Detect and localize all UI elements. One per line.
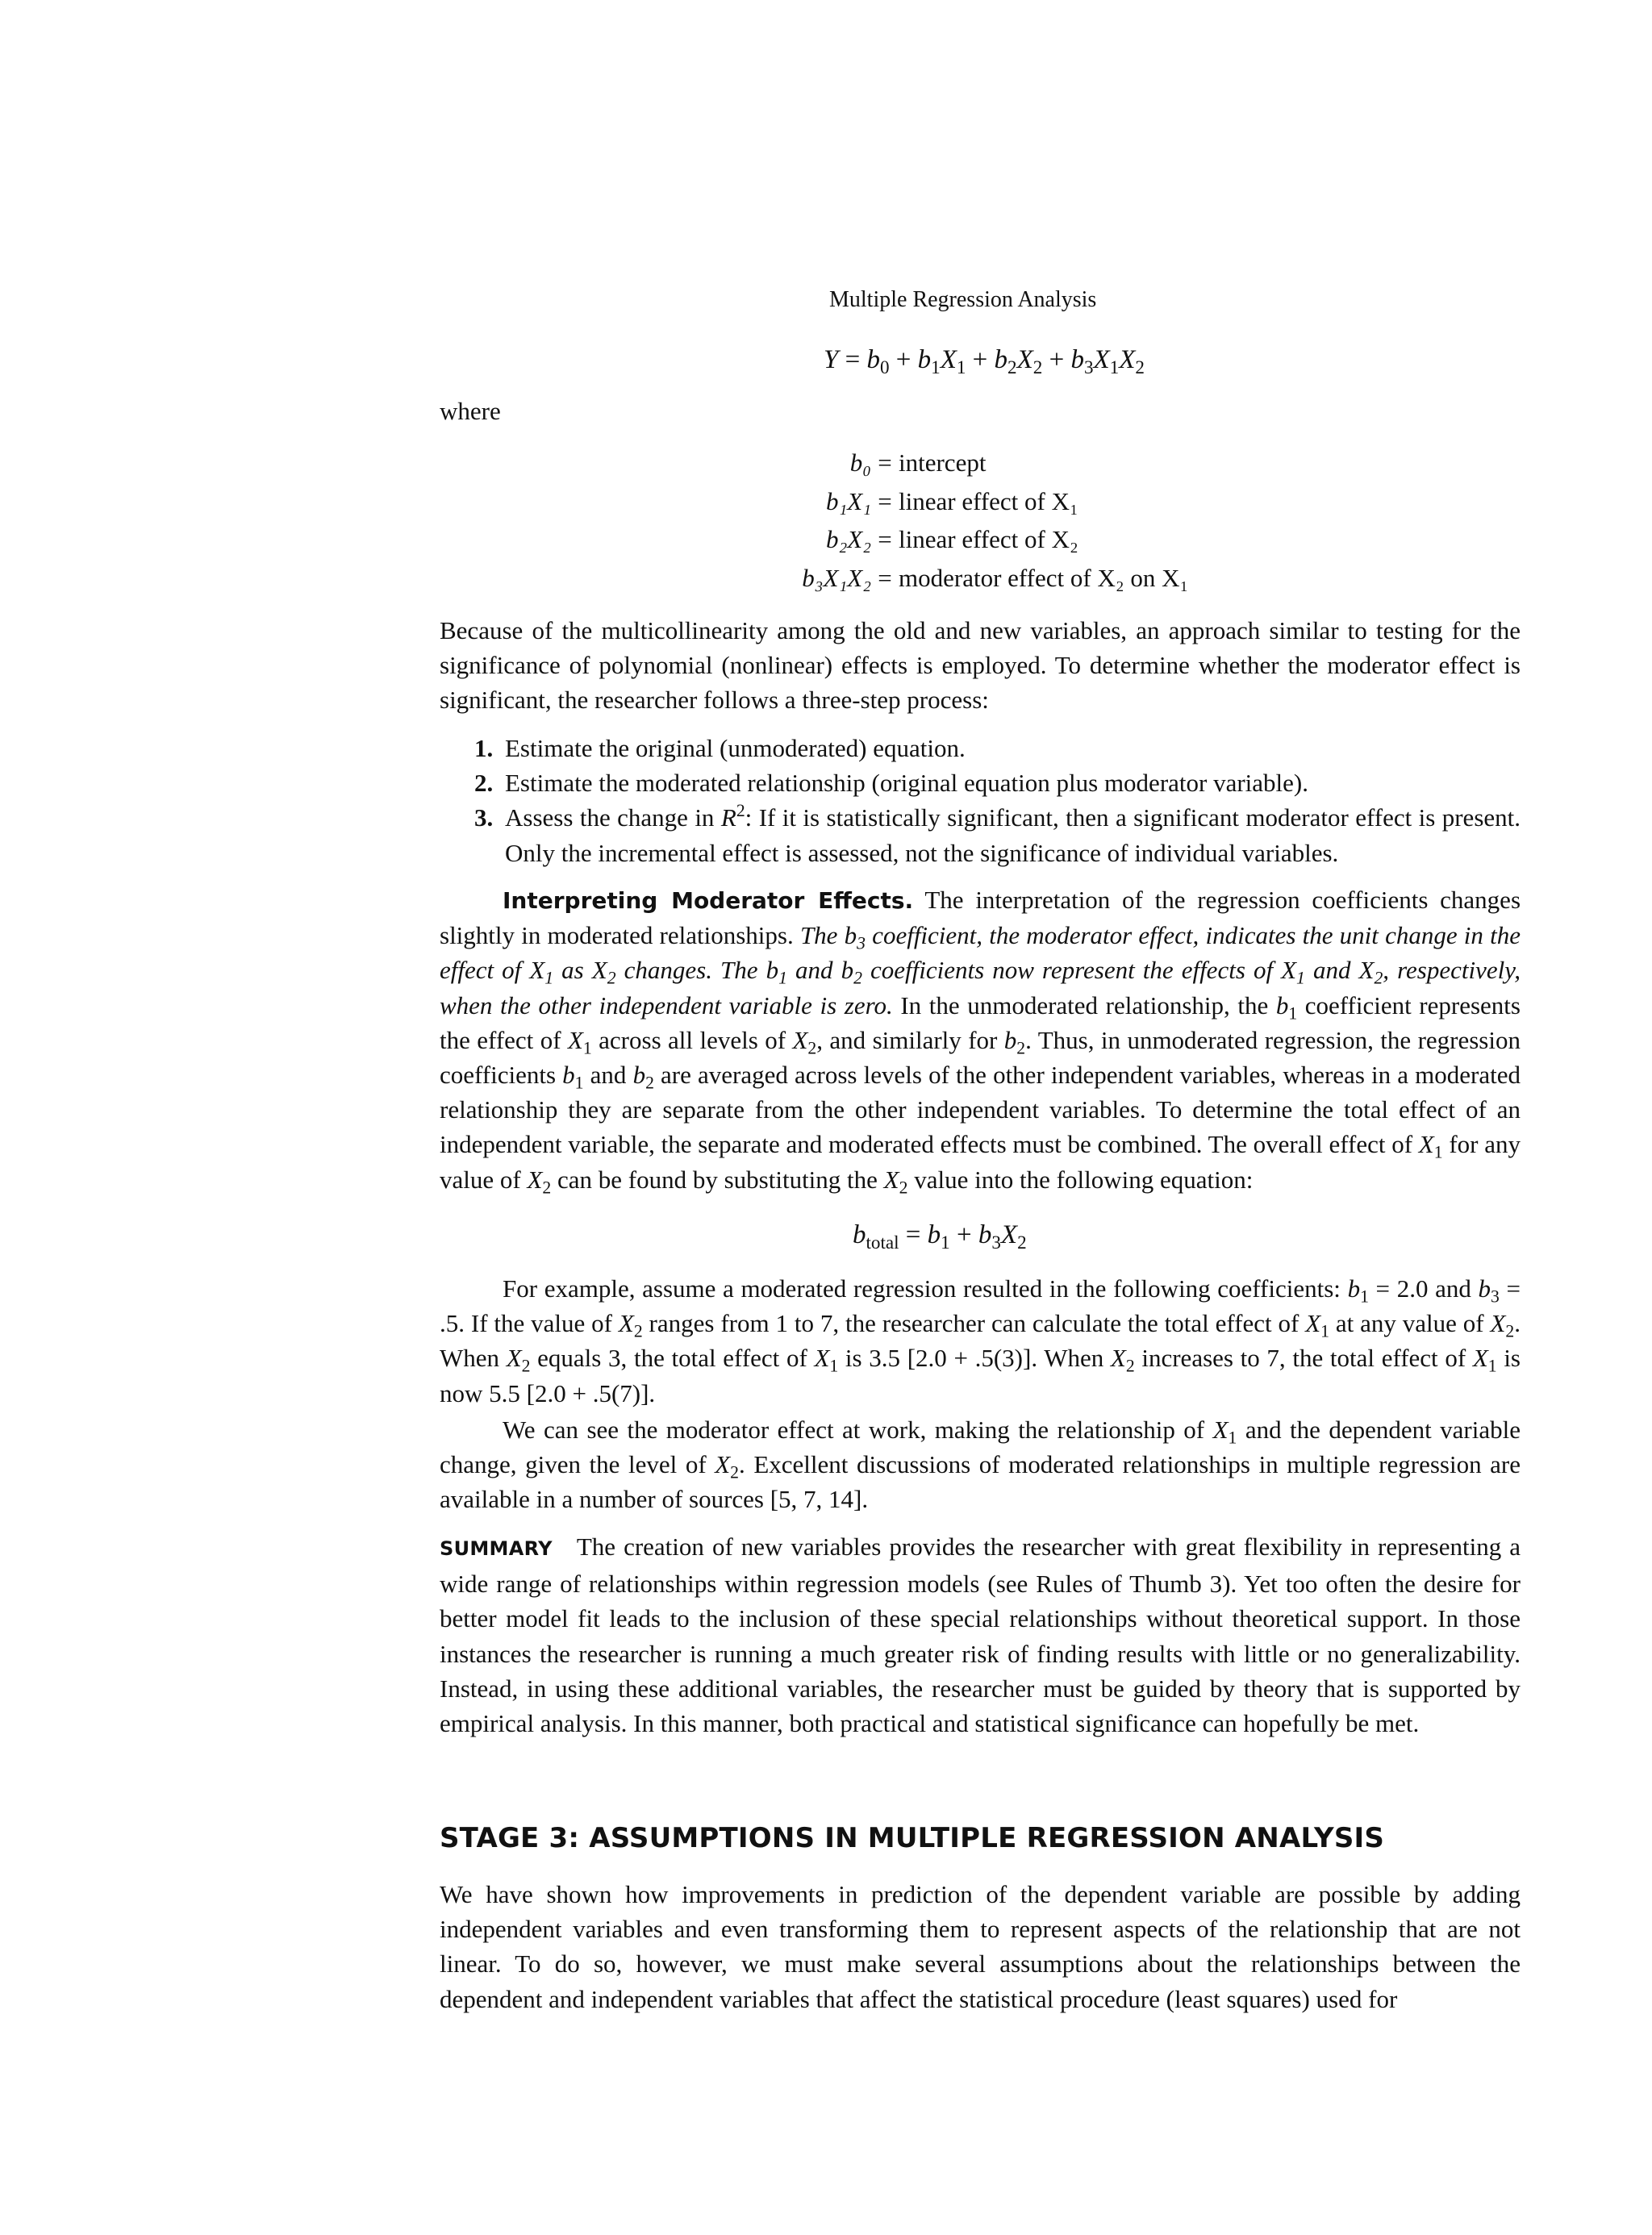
definition-term: b₂X₂ [826, 525, 871, 553]
step-item: 3. Assess the change in $R^2$: If it is statistically significant, then a significant moderator effect is present. Only the incremental effect is assessed, not the significance of individual variables. [474, 801, 1521, 867]
steps-list [440, 731, 1521, 870]
definition-list [440, 444, 1521, 597]
definition-term: b₁X₁ [826, 486, 871, 515]
definition-meaning: intercept [899, 448, 987, 477]
equals-sign: = [878, 525, 892, 553]
definition-meaning: linear effect of X₂ [899, 525, 1078, 553]
summary-paragraph: SUMMARY The creation of new variables provides the researcher with great flexibility in representing a wide range of relationships within regression models (see Rules of Thumb 3). Yet too often the desire for better model fit leads to the inclusion of these special relationships without theoretical support. In those instances the researcher is running a much greater risk of finding results with little or no generalizability. Instead, in using these additional variables, the researcher must be guided by theory that is supported by empirical analysis. In this manner, both practical and statistical significance can hopefully be met. [440, 1532, 1521, 1738]
btotal-equation: $b_{total} = b_1 + b_3X_2$ [853, 1220, 1027, 1253]
equals-sign: = [878, 448, 892, 477]
equals-sign: = [878, 563, 892, 592]
definition-row [440, 444, 1521, 482]
definition-meaning: linear effect of X₁ [899, 486, 1078, 515]
definition-row [440, 482, 1521, 521]
definition-term: b₀ [849, 448, 871, 477]
example-paragraph: For example, assume a moderated regression resulted in the following coefficients: $b_1 = 2.0$ and $b_3 = .5$. If the value of $X_2$ ranges from 1 to 7, the researcher can calculate the total effect of $X_1$ at any value of $X_2$. When $X_2$ equals 3, the total effect of $X_1$ is 3.5 [2.0 + .5(3)]. When $X_2$ increases to 7, the total effect of $X_1$ is now 5.5 [2.0 + .5(7)]. [440, 1274, 1521, 1407]
step-item: 2. Estimate the moderated relationship (original equation plus moderator variable). [474, 769, 1308, 798]
summary-label: SUMMARY [440, 1537, 553, 1560]
where-label: where [440, 397, 501, 425]
equals-sign: = [878, 486, 892, 515]
definition-meaning: moderator effect of X₂ on X₁ [899, 563, 1189, 592]
definition-row [440, 559, 1521, 598]
step-item: 1. Estimate the original (unmoderated) equation. [474, 734, 966, 762]
main-equation: $Y = b_0 + b_1X_1 + b_2X_2 + b_3X_1X_2$ [824, 345, 1145, 377]
interpreting-paragraph: Interpreting Moderator Effects. The interpretation of the regression coefficients changes slightly in moderated relationships. The $b_3$ coefficient, the moderator effect, indicates the unit change in the effect of $X_1$ as $X_2$ changes. The $b_1$ and $b_2$ coefficients now represent the effects of $X_1$ and $X_2$, respectively, when the other independent variable is zero. In the unmoderated relationship, the $b_1$ coefficient represents the effect of $X_1$ across all levels of $X_2$, and similarly for $b_2$. Thus, in unmoderated regression, the regression coefficients $b_1$ and $b_2$ are averaged across levels of the other independent variables, whereas in a moderated relationship they are separate from the other independent variables. To determine the total effect of an independent variable, the separate and moderated effects must be combined. The overall effect of $X_1$ for any value of $X_2$ can be found by substituting the $X_2$ value into the following equation: [440, 886, 1521, 1198]
moderator-work-paragraph: We can see the moderator effect at work, making the relationship of $X_1$ and the dependent variable change, given the level of $X_2$. Excellent discussions of moderated relationships in multiple regression are available in a number of sources [5, 7, 14]. [440, 1416, 1521, 1514]
intro-paragraph: Because of the multicollinearity among the old and new variables, an approach similar to testing for the significance of polynomial (nonlinear) effects is employed. To determine whether the moderator effect is significant, the researcher follows a three-step process: [440, 616, 1521, 715]
definition-term: b₃X₁X₂ [802, 563, 871, 592]
stage3-paragraph: We have shown how improvements in prediction of the dependent variable are possible by adding independent variables and even transforming them to represent aspects of the relationship that are not linear. To do so, however, we must make several assumptions about the relationships between the dependent and independent variables that affect the statistical procedure (least squares) used for [440, 1880, 1521, 2013]
running-head: Multiple Regression Analysis [829, 287, 1097, 312]
section-heading: STAGE 3: ASSUMPTIONS IN MULTIPLE REGRESSION ANALYSIS [440, 1822, 1385, 1854]
interpreting-heading: Interpreting Moderator Effects. [503, 887, 914, 914]
definition-row [440, 520, 1521, 559]
